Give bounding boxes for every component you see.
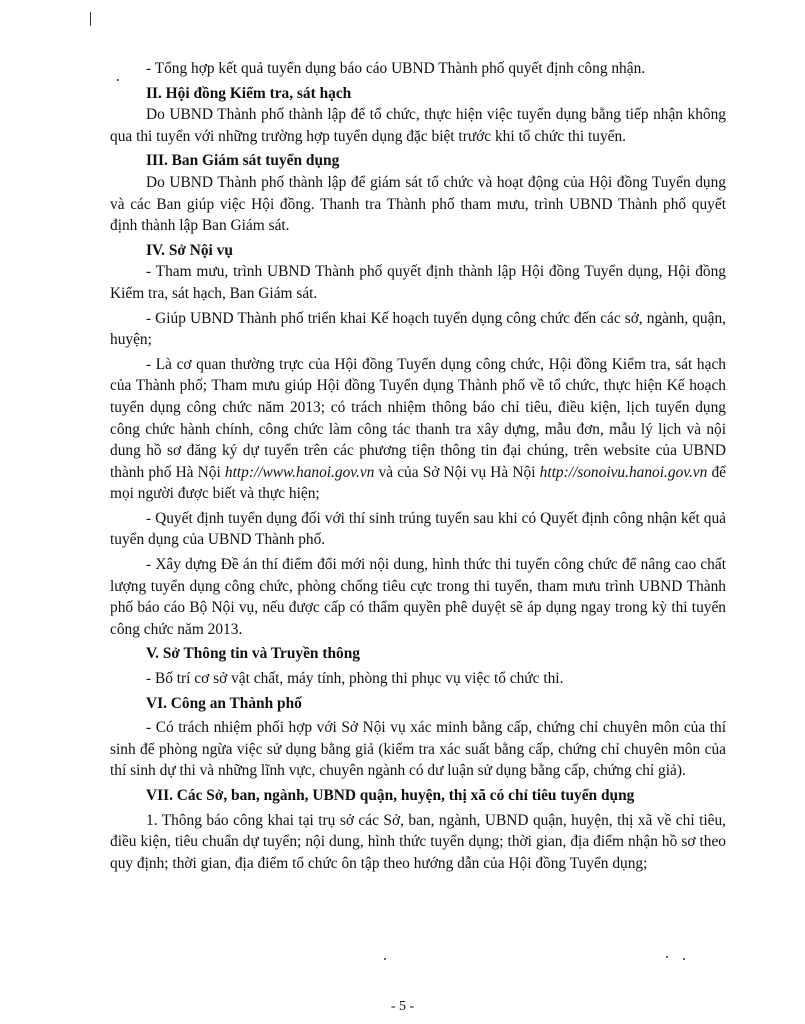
section-heading-v: V. Sở Thông tin và Truyền thông: [146, 645, 360, 663]
section-heading-iii: III. Ban Giám sát tuyển dụng: [146, 152, 340, 170]
section-heading-ii: II. Hội đồng Kiểm tra, sát hạch: [146, 84, 352, 102]
paragraph: - Quyết định tuyển dụng đối với thí sinh trúng tuyển sau khi có Quyết định công nhận kết quả tuyển dụng của UBND Thành phố.: [110, 509, 726, 549]
paragraph-text: và của Sở Nội vụ Hà Nội: [374, 463, 540, 481]
scan-speck: [666, 956, 668, 958]
paragraph: - Bố trí cơ sở vật chất, máy tính, phòng thi phục vụ việc tổ chức thi.: [146, 670, 564, 688]
paragraph: - Xây dựng Đề án thí điểm đổi mới nội dung, hình thức thi tuyển công chức để nâng cao chất lượng tuyển dụng công chức, phòng chống tiêu cực trong thi tuyển, tham mưu trình UBND Thành phố báo cáo Bộ Nội vụ, nếu được cấp có thẩm quyền phê duyệt sẽ áp dụng ngay trong kỳ thi tuyển công chức năm 2013.: [110, 556, 726, 638]
hanoi-gov-link[interactable]: http://www.hanoi.gov.vn: [224, 463, 375, 481]
paragraph: Do UBND Thành phố thành lập để tổ chức, thực hiện việc tuyển dụng bằng tiếp nhận không qua thi tuyển với những trường hợp tuyển dụng đặc biệt trước khi tổ chức thi tuyển.: [110, 106, 726, 145]
paragraph: - Tổng hợp kết quả tuyển dụng báo cáo UBND Thành phố quyết định công nhận.: [146, 60, 646, 77]
sonoivu-link[interactable]: http://sonoivu.hanoi.gov.vn: [539, 463, 708, 481]
section-heading-vii: VII. Các Sở, ban, ngành, UBND quận, huyện, thị xã có chỉ tiêu tuyển dụng: [146, 787, 635, 804]
document-body: [110, 58, 726, 874]
paragraph: 1. Thông báo công khai tại trụ sở các Sở, ban, ngành, UBND quận, huyện, thị xã về chỉ tiêu, điều kiện, tiêu chuẩn dự tuyển; nội dung, hình thức tuyển dụng; thời gian, địa điểm nhận hồ sơ theo quy định; thời gian, địa điểm tổ chức ôn tập theo hướng dẫn của Hội đồng Tuyển dụng;: [110, 811, 726, 872]
scan-speck: [384, 958, 386, 960]
scan-speck: [117, 79, 119, 81]
section-heading-iv: IV. Sở Nội vụ: [146, 241, 233, 259]
section-heading-vi: VI. Công an Thành phố: [146, 694, 302, 712]
paragraph-text: - Là cơ quan thường trực của Hội đồng Tuyển dụng công chức, Hội đồng Kiểm tra, sát hạch của Thành phố; Tham mưu giúp Hội đồng Tuyển dụng Thành phố về tổ chức, thực hiện Kế hoạch tuyển dụng công chức năm 2013; có trách nhiệm thông báo chỉ tiêu, điều kiện, lịch tuyển dụng công chức hành chính, công chức làm công tác thanh tra xây dựng, mẫu đơn, mẫu lý lịch và nội dung hồ sơ đăng ký dự tuyển trên các phương tiện thông tin đại chúng, trên website của UBND thành phố Hà Nội: [110, 355, 726, 481]
paragraph: - Giúp UBND Thành phố triển khai Kế hoạch tuyển dụng công chức đến các sở, ngành, quận, huyện;: [110, 309, 726, 349]
paragraph: - Tham mưu, trình UBND Thành phố quyết định thành lập Hội đồng Tuyển dụng, Hội đồng Kiểm tra, sát hạch, Ban Giám sát.: [110, 263, 726, 302]
page-number: - 5 -: [390, 999, 415, 1014]
paragraph: Do UBND Thành phố thành lập để giám sát tổ chức và hoạt động của Hội đồng Tuyển dụng và các Ban giúp việc Hội đồng. Thanh tra Thành phố tham mưu, trình UBND Thành phố quyết định thành lập Ban Giám sát.: [110, 173, 726, 235]
paragraph-text: để mọi người được biết và thực hiện;: [110, 463, 726, 503]
paragraph-with-links: [110, 354, 726, 505]
scan-speck: [683, 958, 685, 960]
paragraph: - Có trách nhiệm phối hợp với Sở Nội vụ xác minh bằng cấp, chứng chỉ chuyên môn của thí sinh để phòng ngừa việc sử dụng bằng giả (kiểm tra xác suất bằng cấp, chứng chỉ chuyên môn của thí sinh dự thi và những lĩnh vực, chuyên ngành có dư luận sử dụng bằng cấp, chứng chỉ giả).: [110, 719, 726, 780]
scan-speck: [90, 12, 91, 26]
